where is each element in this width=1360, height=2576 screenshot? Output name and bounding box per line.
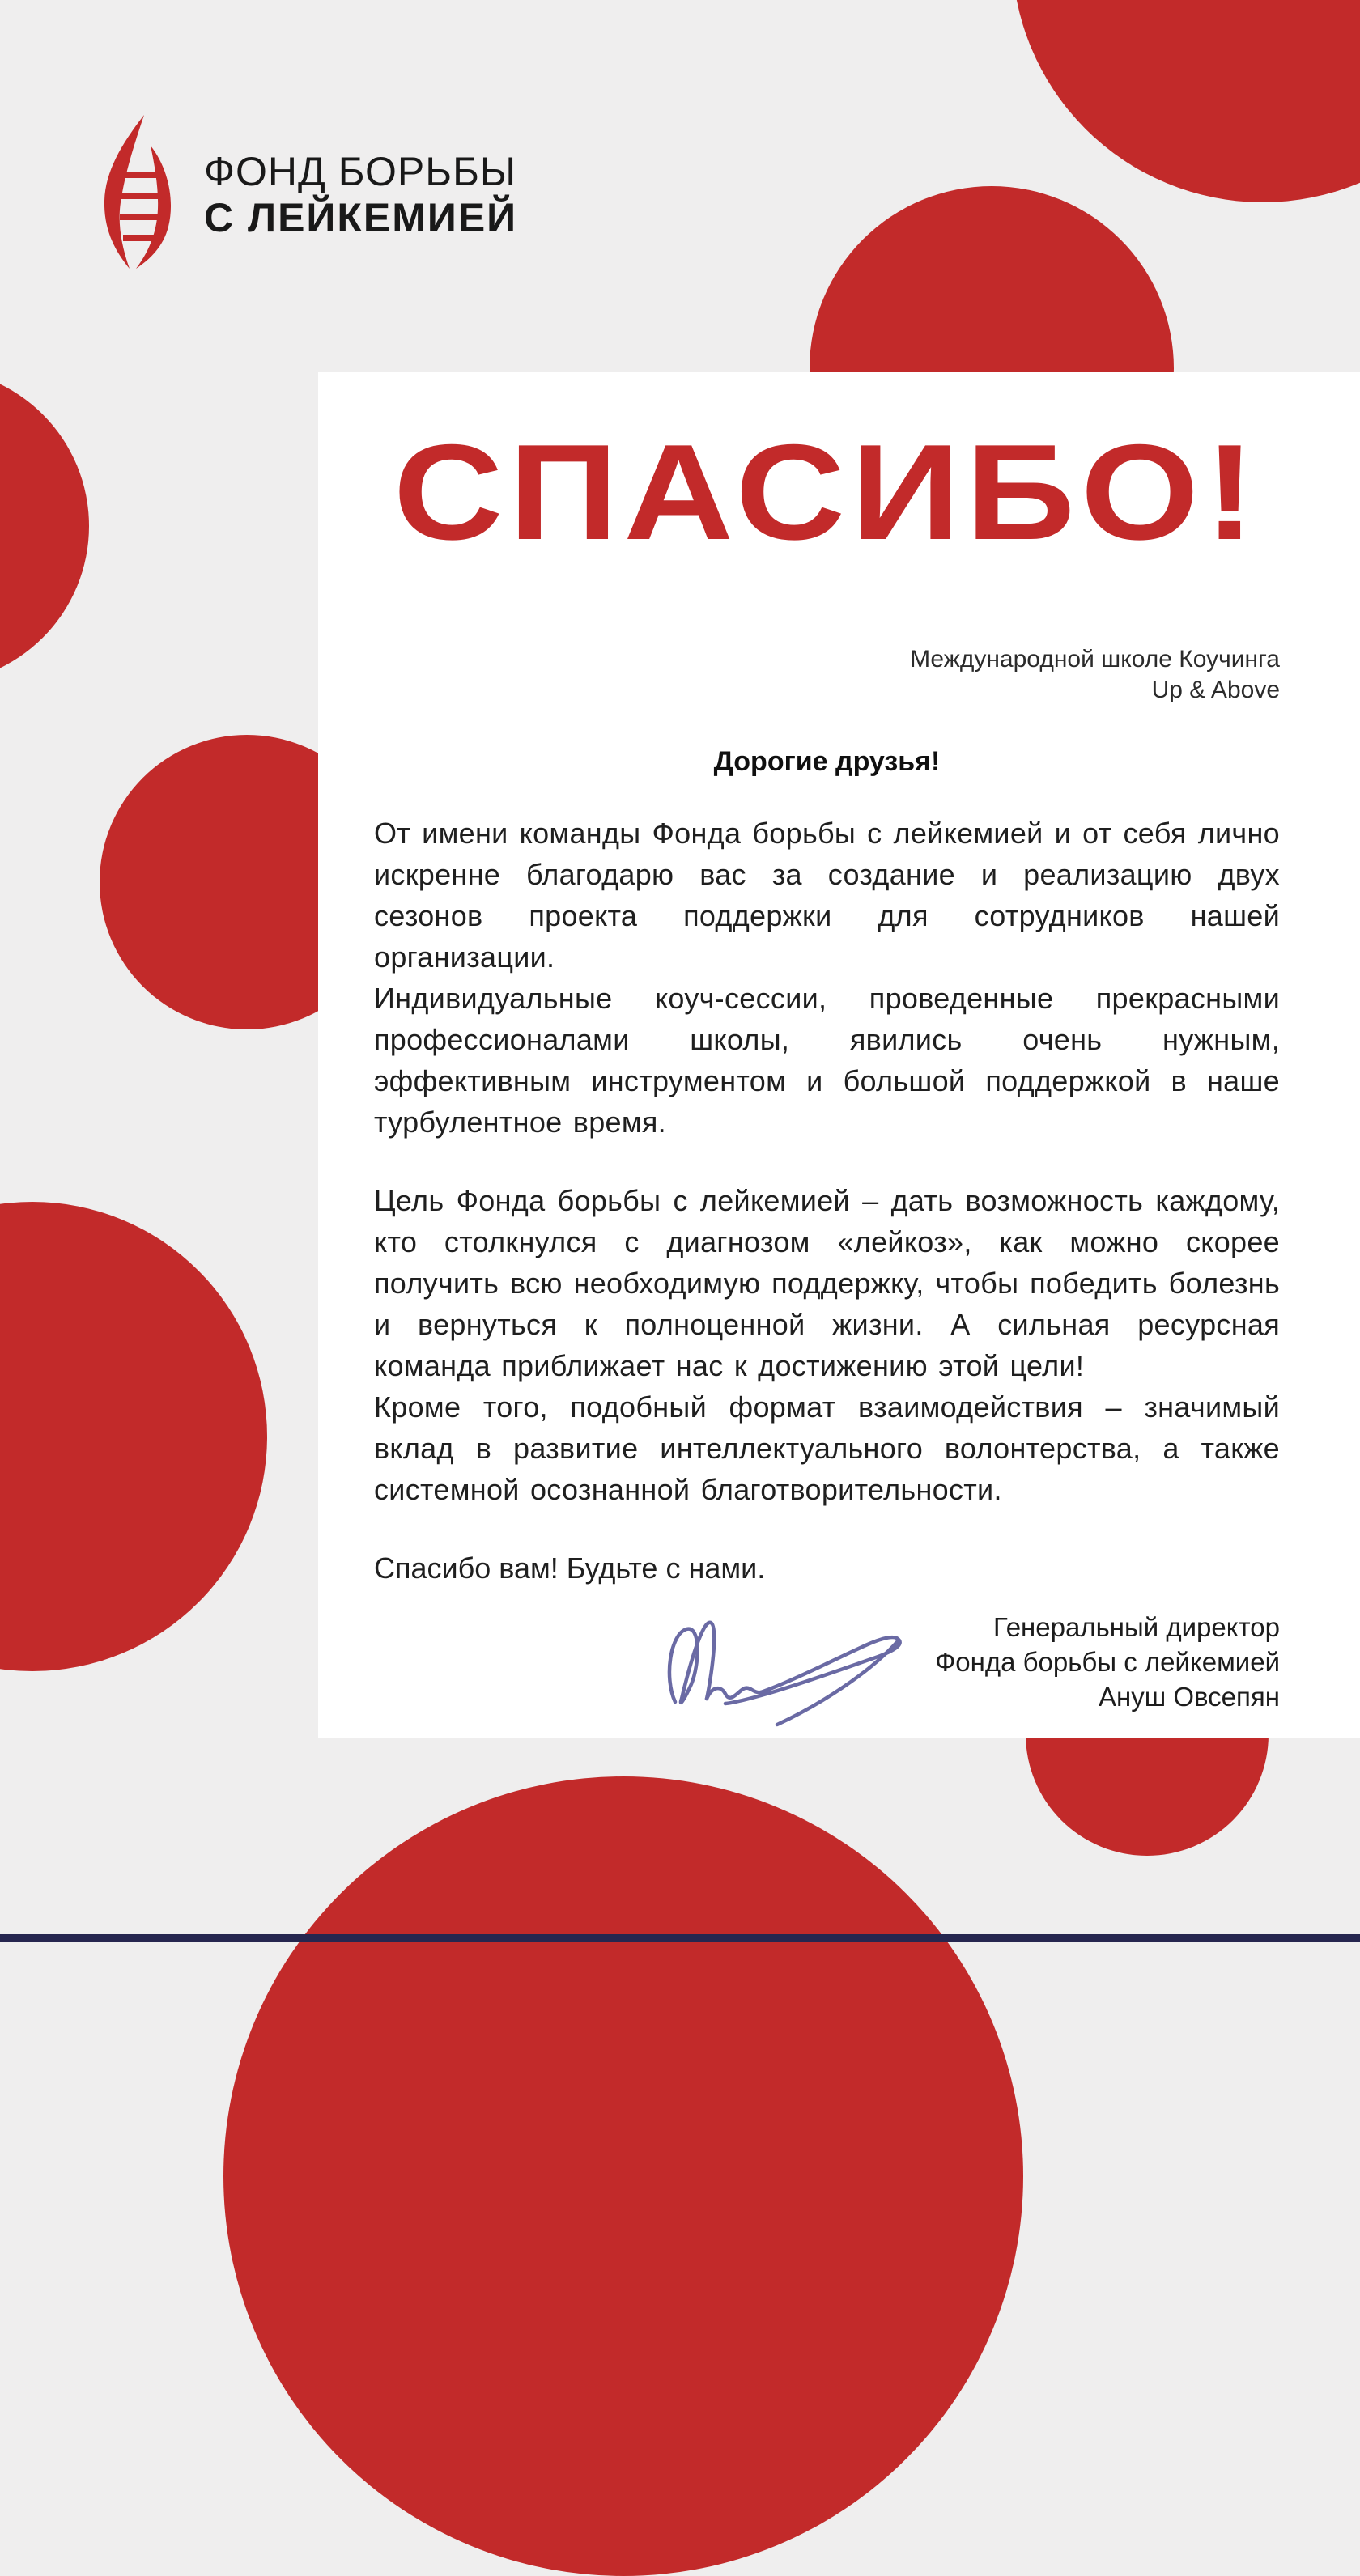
decor-circle-left-bottom <box>0 1202 267 1671</box>
paragraph-1: От имени команды Фонда борьбы с лейкемией и от себя лично искренне благодарю вас за создание и реализацию двух сезонов проекта поддержки для сотрудников нашей организации. <box>374 817 1280 974</box>
dna-ribbon-logo-icon <box>96 115 180 274</box>
foundation-logo <box>96 115 517 274</box>
thank-you-headline: СПАСИБО! <box>393 416 1261 568</box>
closing-line: Спасибо вам! Будьте с нами. <box>374 1551 766 1585</box>
director-role-line1: Генеральный директор <box>993 1612 1280 1642</box>
recipient-line1: Международной школе Коучинга <box>910 646 1280 673</box>
director-role-line2: Фонда борьбы с лейкемией <box>935 1647 1280 1677</box>
footer-bar <box>0 1934 1360 1942</box>
letter-body <box>374 813 1280 1510</box>
paragraph-4: Кроме того, подобный формат взаимодействия – значимый вклад в развитие интеллектуального волонтерства, а также системной осознанной благотворительности. <box>374 1390 1280 1506</box>
decor-circle-left-edge <box>0 368 89 684</box>
foundation-logo-text <box>204 149 517 241</box>
director-name: Ануш Овсепян <box>1098 1682 1280 1712</box>
salutation: Дорогие друзья! <box>713 746 941 777</box>
paragraph-2: Индивидуальные коуч-сессии, проведенные прекрасными профессионалами школы, явились очень нужным, эффективным инструментом и большой поддержкой в наше турбулентное время. <box>374 982 1280 1139</box>
logo-text-line2: С ЛЕЙКЕМИЕЙ <box>204 194 518 240</box>
handwritten-signature <box>657 1606 941 1732</box>
director-block <box>935 1610 1280 1714</box>
paragraph-3: Цель Фонда борьбы с лейкемией – дать возможность каждому, кто столкнулся с диагнозом «лейкоз», как можно скорее получить всю необходимую поддержку, чтобы победить болезнь и вернуться к полноценной жизни. А сильная ресурсная команда приближает нас к достижению этой цели! <box>374 1184 1280 1382</box>
recipient-line2: Up & Above <box>1151 677 1280 703</box>
logo-text-line1: ФОНД БОРЬБЫ <box>204 148 517 194</box>
letter-card <box>318 372 1360 1738</box>
decor-circle-top-right <box>1012 0 1360 202</box>
signature-row <box>374 1605 1280 1738</box>
recipient-block <box>374 644 1280 706</box>
decor-circle-bottom-center <box>223 1776 1023 2576</box>
